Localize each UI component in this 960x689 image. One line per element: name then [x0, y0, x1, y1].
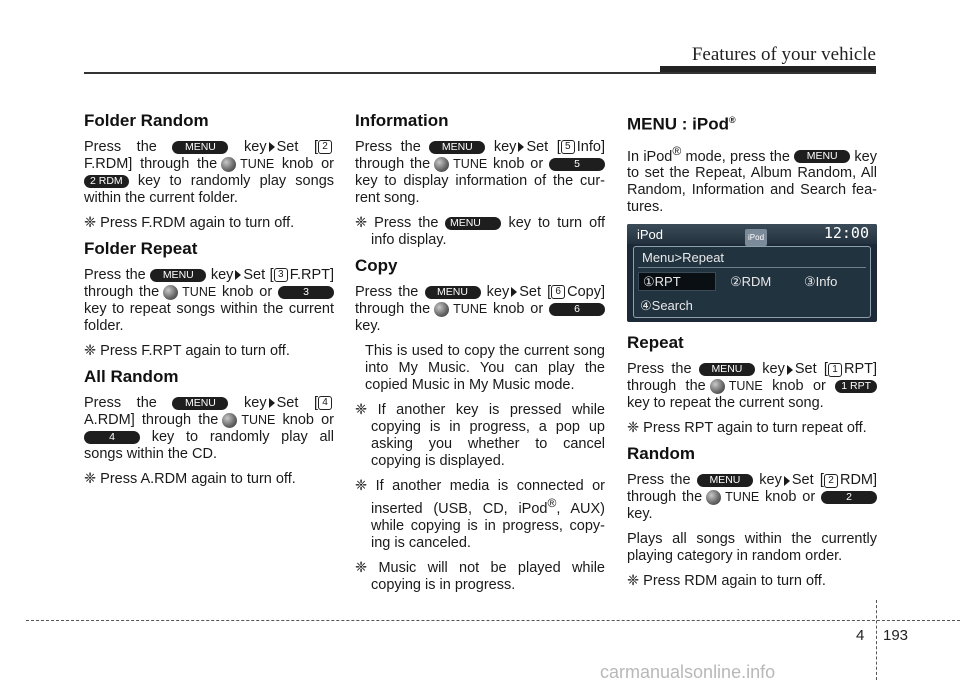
footer-divider — [876, 600, 877, 680]
screen-menu-path: Menu>Repeat — [642, 250, 725, 266]
watermark: carmanualsonline.info — [600, 662, 776, 682]
key-5-icon: 5 — [549, 158, 605, 171]
key-2-icon: 2 — [821, 491, 877, 504]
information-note: ❈ Press the MENU key to turn off info display. — [355, 215, 605, 248]
number-4-icon: 4 — [318, 396, 332, 410]
menu-key-icon: MENU — [429, 141, 485, 154]
menu-key-icon: MENU — [445, 217, 501, 230]
copy-description: This is used to copy the current song into My Music. You can play the copied Music in My Music mode. — [365, 343, 605, 393]
header-rule — [84, 72, 876, 74]
page-header-title: Features of your vehicle — [691, 44, 876, 65]
column-middle — [355, 108, 605, 602]
random-instructions: Press the MENU key Set [ 2 RDM] through the TUNE knob or 2 key. — [627, 472, 878, 523]
repeat-note: ❈ Press RPT again to turn repeat off. — [627, 420, 867, 437]
folder-random-note: ❈ Press F.RDM again to turn off. — [84, 215, 295, 231]
column-left — [84, 108, 334, 496]
arrow-right-icon — [269, 142, 275, 152]
screen-option-rdm[interactable]: ②RDM — [730, 274, 772, 290]
ipod-menu-screen — [627, 224, 877, 322]
random-note: ❈ Press RDM again to turn off. — [627, 573, 826, 590]
menu-key-icon: MENU — [697, 474, 753, 487]
tune-knob-icon — [221, 157, 236, 172]
menu-key-icon: MENU — [172, 141, 228, 154]
number-3-icon: 3 — [274, 268, 288, 282]
section-heading-menu-ipod: MENU : iPod® — [627, 114, 736, 134]
menu-key-icon: MENU — [699, 363, 755, 376]
folder-repeat-note: ❈ Press F.RPT again to turn off. — [84, 343, 290, 359]
menu-key-icon: MENU — [425, 286, 481, 299]
key-4-icon: 4 — [84, 431, 140, 444]
menu-key-icon: MENU — [172, 397, 228, 410]
tune-knob-icon — [710, 379, 725, 394]
screen-clock: 12:00 — [823, 224, 869, 243]
section-heading-information: Information — [355, 111, 449, 130]
random-description: Plays all songs within the currently playing category in random order. — [627, 531, 877, 565]
tune-knob-icon — [163, 285, 178, 300]
arrow-right-icon — [518, 142, 524, 152]
section-heading-folder-random: Folder Random — [84, 111, 209, 130]
section-heading-random: Random — [627, 444, 695, 464]
copy-bullet-1: ❈ If another key is pressed while copying is in progress, a pop up asking you whether to cancel copying is displayed. — [355, 402, 605, 469]
rdm-2-key-icon: 2 RDM — [84, 175, 129, 188]
repeat-instructions: Press the MENU key Set [ 1 RPT] through the TUNE knob or 1 RPT key to repeat the current song. — [627, 361, 877, 412]
screen-menu-panel — [633, 246, 871, 318]
folder-repeat-instructions: Press the MENU key Set [ 3 F.RPT] through the TUNE knob or 3 key to repeat songs within the current folder. — [84, 267, 335, 334]
rpt-1-key-icon: 1 RPT — [835, 380, 877, 393]
section-heading-copy: Copy — [355, 256, 398, 275]
footer-rule — [26, 620, 960, 621]
number-5-icon: 5 — [561, 140, 575, 154]
copy-bullet-2: ❈ If another media is connected or inserted (USB, CD, iPod®, AUX) while copying is in progress, copying is canceled. — [355, 478, 605, 551]
arrow-right-icon — [235, 270, 241, 280]
arrow-right-icon — [784, 476, 790, 486]
screen-divider — [638, 267, 866, 268]
tune-knob-icon — [434, 302, 449, 317]
number-1-icon: 1 — [828, 363, 842, 377]
number-2-icon: 2 — [824, 474, 838, 488]
information-instructions: Press the MENU key Set [ 5 Info] through the TUNE knob or 5 key to display information of the current song. — [355, 139, 605, 206]
number-2-icon: 2 — [318, 140, 332, 154]
menu-key-icon: MENU — [150, 269, 206, 282]
section-heading-folder-repeat: Folder Repeat — [84, 239, 198, 258]
tune-knob-icon — [434, 157, 449, 172]
screen-option-search[interactable]: ④Search — [640, 298, 693, 314]
chapter-number: 4 — [856, 627, 865, 644]
screen-option-info[interactable]: ③Info — [804, 274, 838, 290]
arrow-right-icon — [511, 287, 517, 297]
menu-ipod-instructions: In iPod® mode, press the MENU key to set the Repeat, Album Random, All Random, Information and Search features. — [627, 143, 877, 216]
column-right — [627, 108, 877, 598]
key-6-icon: 6 — [549, 303, 605, 316]
all-random-note: ❈ Press A.RDM again to turn off. — [84, 471, 296, 487]
tune-knob-icon — [706, 490, 721, 505]
menu-key-icon: MENU — [794, 150, 850, 163]
tune-knob-icon — [222, 413, 237, 428]
arrow-right-icon — [787, 365, 793, 375]
screen-option-rpt[interactable]: ①RPT — [638, 272, 716, 291]
key-3-icon: 3 — [278, 286, 334, 299]
section-heading-repeat: Repeat — [627, 333, 684, 353]
copy-instructions: Press the MENU key Set [ 6 Copy] through the TUNE knob or 6 key. — [355, 284, 606, 334]
all-random-instructions: Press the MENU key Set [ 4A.RDM] through the TUNE knob or 4 key to randomly play all songs within the CD. — [84, 395, 334, 462]
folder-random-instructions: Press the MENU key Set [ 2F.RDM] through the TUNE knob or 2 RDM key to randomly play songs within the current folder. — [84, 139, 335, 206]
ipod-badge-icon: iPod — [745, 229, 767, 246]
screen-title: iPod — [637, 227, 664, 243]
copy-bullet-3: ❈ Music will not be played while copying is in progress. — [355, 559, 605, 593]
arrow-right-icon — [269, 398, 275, 408]
section-heading-all-random: All Random — [84, 367, 179, 386]
page-number: 193 — [883, 627, 909, 644]
number-6-icon: 6 — [551, 285, 565, 299]
